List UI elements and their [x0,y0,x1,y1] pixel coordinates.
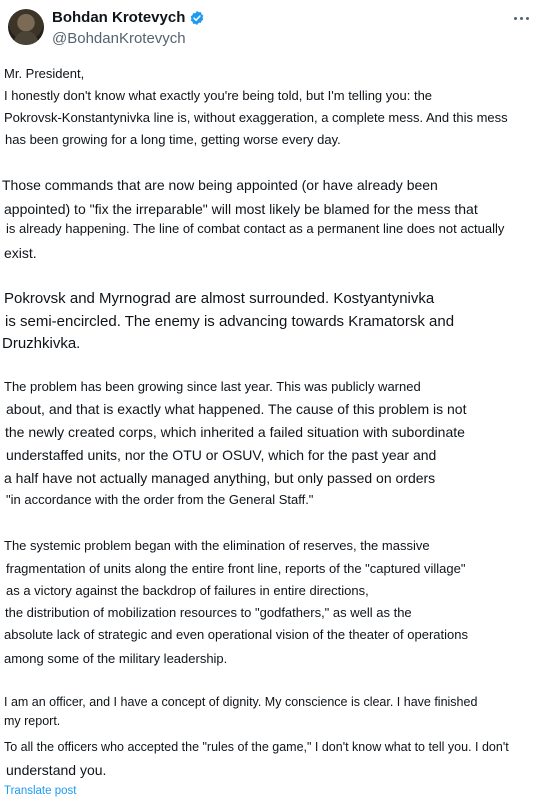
author-handle[interactable]: @BohdanKrotevych [52,30,186,47]
post-line: as a victory against the backdrop of failures in entire directions, [6,583,369,598]
more-options-icon[interactable] [512,10,532,26]
post-line: a half have not actually managed anything, but only passed on orders [4,470,436,486]
post-line: I honestly don't know what exactly you're being told, but I'm telling you: the [4,88,433,103]
post-line: is already happening. The line of combat contact as a permanent line does not actually [6,221,505,236]
post-line: The problem has been growing since last year. This was publicly warned [4,379,421,394]
post-line: my report. [4,714,61,728]
post-line: understaffed units, nor the OTU or OSUV, which for the past year and [6,447,437,463]
post-line: I am an officer, and I have a concept of dignity. My conscience is clear. I have finished [4,695,478,709]
post-line: understand you. [6,762,107,778]
post-line: fragmentation of units along the entire front line, reports of the "captured village" [6,561,466,576]
author-name[interactable]: Bohdan Krotevych [52,9,186,26]
post-line: Druzhkivka. [2,335,81,352]
post-line: is semi-encircled. The enemy is advancing towards Kramatorsk and [5,313,455,330]
post-line: among some of the military leadership. [4,651,228,666]
post-line: Those commands that are now being appointed (or have already been [2,177,438,193]
post-line: The systemic problem began with the elimination of reserves, the massive [4,538,430,553]
post-line: has been growing for a long time, getting worse every day. [5,132,341,147]
post-line: the newly created corps, which inherited a failed situation with subordinate [5,424,465,440]
translate-post-link[interactable]: Translate post [4,785,77,797]
post-line: absolute lack of strategic and even operational vision of the theater of operations [4,627,468,642]
post-line: exist. [4,245,37,261]
author-name-row [52,9,205,26]
post-line: appointed) to "fix the irreparable" will most likely be blamed for the mess that [4,201,478,217]
verified-badge-icon [189,10,205,26]
post-line: Pokrovsk-Konstantynivka line is, without exaggeration, a complete mess. And this mess [4,110,508,125]
post-line: "in accordance with the order from the General Staff." [6,492,314,507]
post-line: To all the officers who accepted the "rules of the game," I don't know what to tell you. I don't [4,740,509,754]
post-line: Pokrovsk and Myrnograd are almost surrounded. Kostyantynivka [4,290,435,307]
post-line: Mr. President, [4,66,85,81]
post-line: about, and that is exactly what happened. The cause of this problem is not [6,401,467,417]
profile-avatar[interactable] [8,9,44,45]
post-line: the distribution of mobilization resources to "godfathers," as well as the [5,605,412,620]
